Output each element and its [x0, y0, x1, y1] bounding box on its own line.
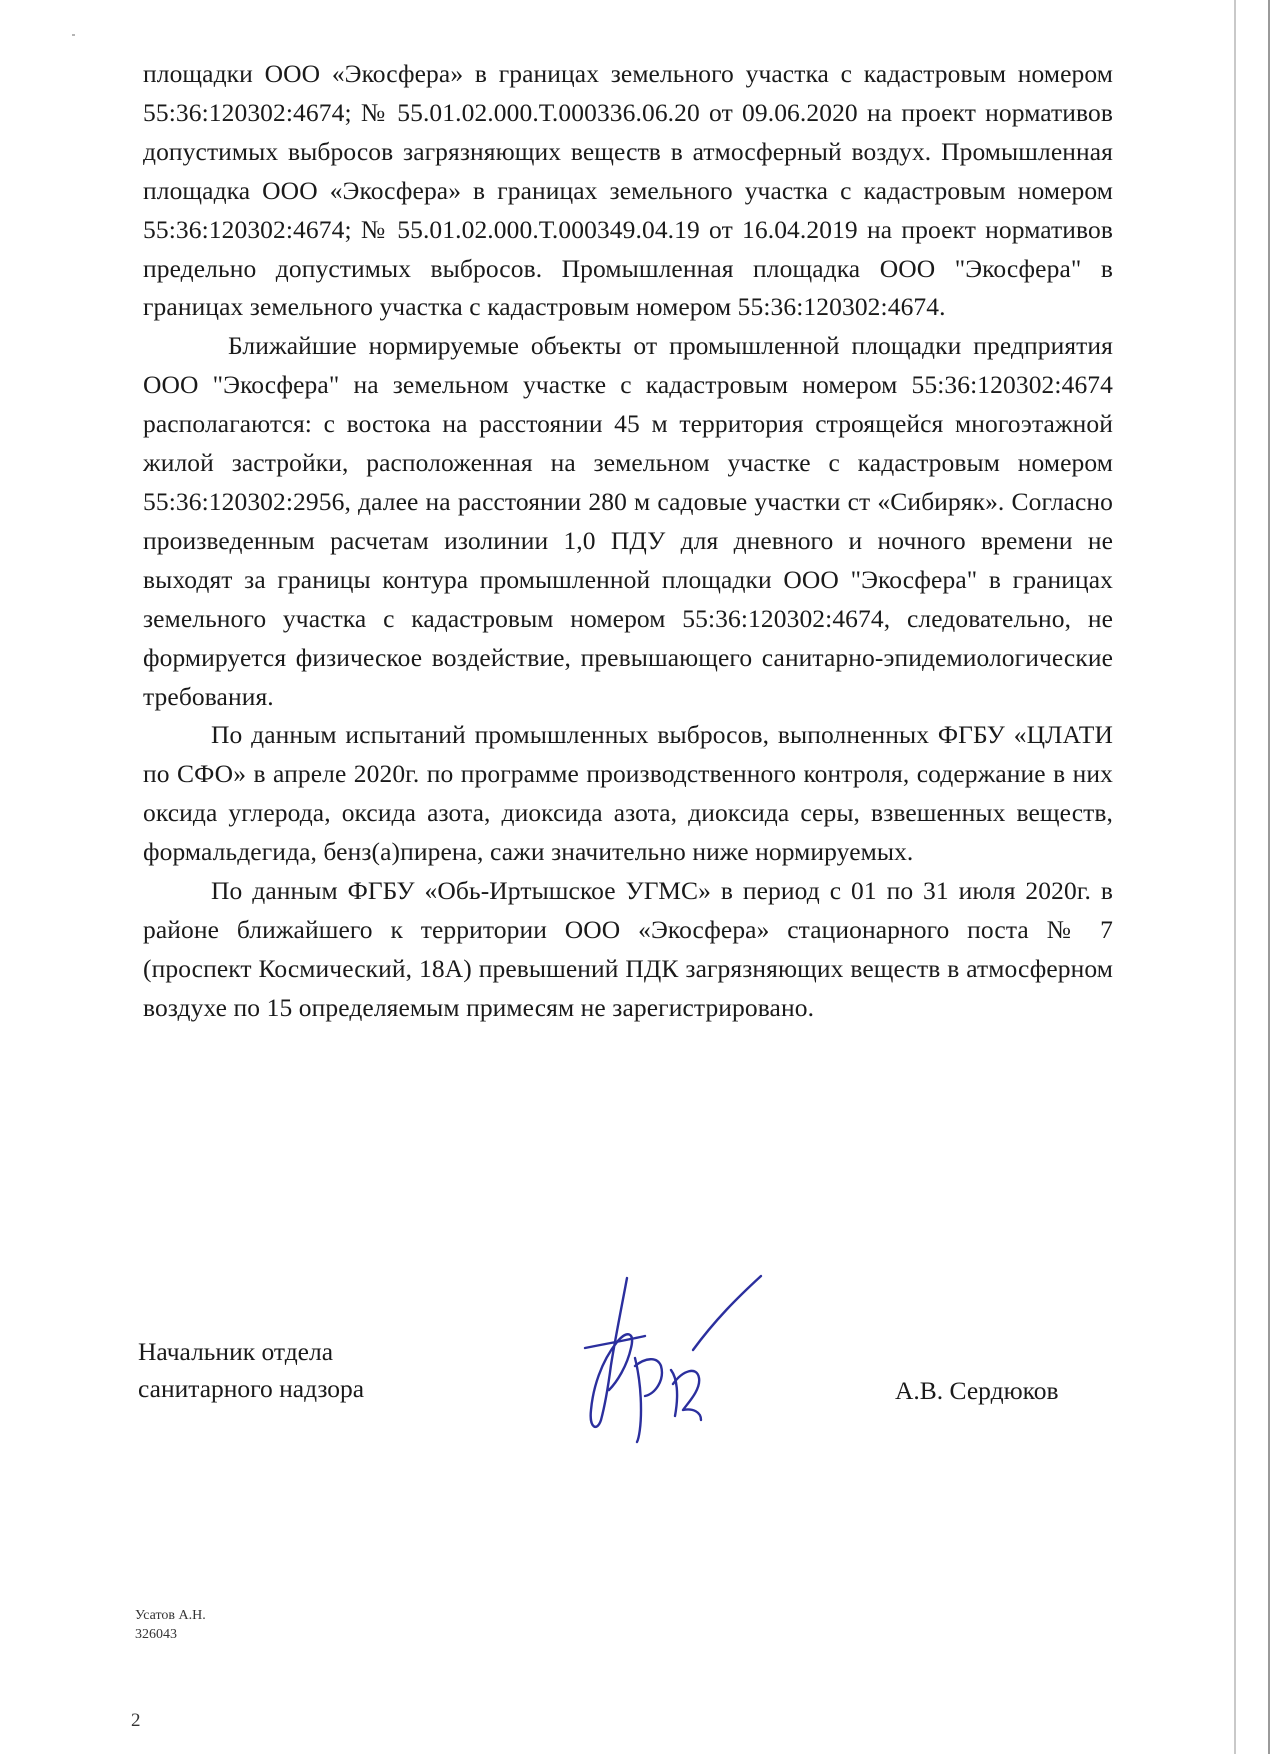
paragraph-emission-tests: По данным испытаний промышленных выбросов, выполненных ФГБУ «ЦЛАТИ по СФО» в апреле 2020г. по программе производственного контроля, содержание в них оксида углерода, оксида азота, диоксида азота, диоксида серы, взвешенных веществ, формальдегида, бенз(а)пирена, сажи значительно ниже нормируемых. — [143, 720, 1113, 867]
executor-name: Усатов А.Н. — [135, 1608, 206, 1623]
document-body — [143, 55, 1113, 1028]
scan-speck — [72, 34, 75, 36]
signer-position-line1: Начальник отдела — [138, 1337, 334, 1366]
signer-position — [138, 1333, 364, 1407]
scan-edge-line-outer — [1268, 0, 1270, 1754]
executor-info — [135, 1606, 206, 1644]
handwritten-signature — [575, 1270, 775, 1445]
paragraph-monitoring-post: По данным ФГБУ «Обь-Иртышское УГМС» в период с 01 по 31 июля 2020г. в районе ближайшего к территории ООО «Экосфера» стационарного поста № 7 (проспект Космический, 18А) превышений ПДК загрязняющих веществ в атмосферном воздухе по 15 определяемым примесям не зарегистрировано. — [143, 876, 1113, 1022]
executor-phone: 326043 — [135, 1627, 177, 1642]
signer-name: А.В. Сердюков — [895, 1376, 1059, 1405]
paragraph-continuation: площадки ООО «Экосфера» в границах земельного участка с кадастровым номером 55:36:120302:4674; № 55.01.02.000.Т.000336.06.20 от 09.06.2020 на проект нормативов допустимых выбросов загрязняющих веществ в атмосферный воздух. Промышленная площадка ООО «Экосфера» в границах земельного участка с кадастровым номером 55:36:120302:4674; № 55.01.02.000.Т.000349.04.19 от 16.04.2019 на проект нормативов предельно допустимых выбросов. Промышленная площадка ООО "Экосфера" в границах земельного участка с кадастровым номером 55:36:120302:4674. — [143, 59, 1113, 322]
paragraph-nearest-objects: Ближайшие нормируемые объекты от промышленной площадки предприятия ООО "Экосфера" на земельном участке с кадастровым номером 55:36:120302:4674 располагаются: с востока на расстоянии 45 м территория строящейся многоэтажной жилой застройки, расположенная на земельном участке с кадастровым номером 55:36:120302:2956, далее на расстоянии 280 м садовые участки ст «Сибиряк». Согласно произведенным расчетам изолинии 1,0 ПДУ для дневного и ночного времени не выходят за границы контура промышленной площадки ООО "Экосфера" в границах земельного участка с кадастровым номером 55:36:120302:4674, следовательно, не формируется физическое воздействие, превышающего санитарно-эпидемиологические требования. — [143, 331, 1113, 711]
page-number: 2 — [131, 1710, 141, 1731]
scan-edge-line — [1234, 0, 1236, 1754]
signer-position-line2: санитарного надзора — [138, 1374, 365, 1403]
